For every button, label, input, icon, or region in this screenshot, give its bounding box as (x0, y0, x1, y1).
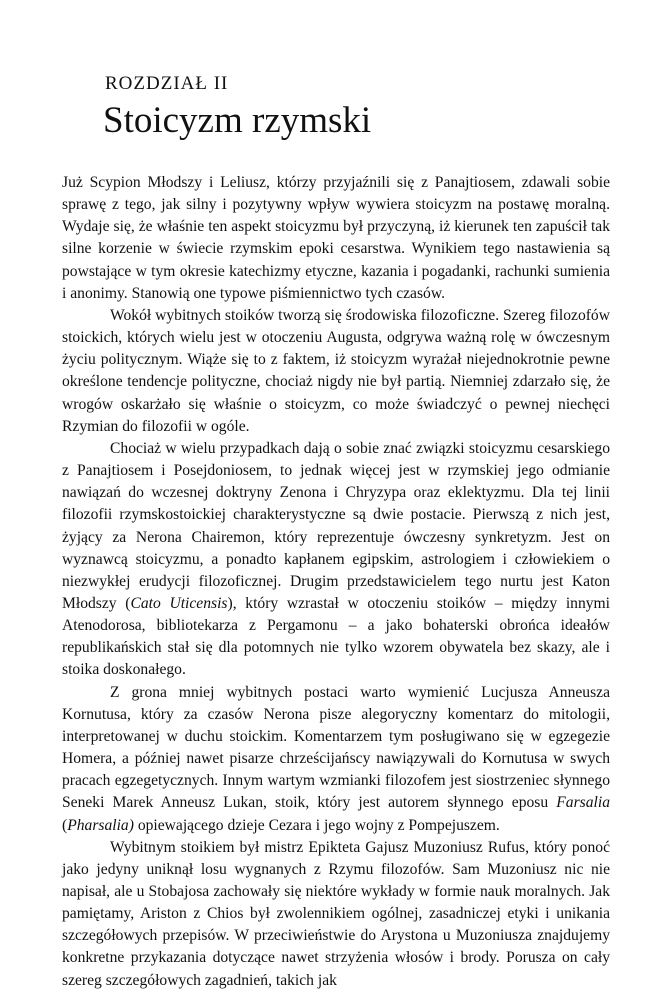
chapter-label: ROZDZIAŁ II (105, 73, 229, 94)
paragraph-4-text-b: ( (62, 816, 68, 834)
paragraph-4-italic-pharsalia: Pharsalia) (67, 816, 134, 834)
paragraph-4-text-c: opiewającego dzieje Cezara i jego wojny z Pompejuszem. (133, 816, 500, 834)
paragraph-4-italic-farsalia: Farsalia (556, 794, 610, 812)
paragraph-4 (62, 682, 610, 837)
paragraph-3-text-b: ), który wzrastał w otoczeniu stoików – między innymi Atenodorosa, bibliotekarza z Pergamonu – a jako bohaterski obrońca ideałów republikańskich stał się dla potomnych nie tylko wzorem obywatela bez skazy, ale i stoika doskonałego. (62, 594, 611, 679)
paragraph-2: Wokół wybitnych stoików tworzą się środowiska filozoficzne. Szereg filozofów stoickich, których wielu jest w otoczeniu Augusta, odgrywa ważną rolę w ówczesnym życiu politycznym. Wiąże się to z faktem, iż stoicyzm wyrażał niejednokrotnie pewne określone tendencje polityczne, chociaż nigdy nie był partią. Niemniej zdarzało się, że wrogów oskarżało się właśnie o stoicyzm, co może świadczyć o pewnej niechęci Rzymian do filozofii w ogóle. (62, 306, 610, 435)
body-text (62, 172, 610, 992)
paragraph-1: Już Scypion Młodszy i Leliusz, którzy przyjaźnili się z Panajtiosem, zdawali sobie sprawę z tego, jak silny i pozytywny wpływ wywiera stoicyzm na postawę moralną. Wydaje się, że właśnie ten aspekt stoicyzmu był przyczyną, iż kierunek ten zapuścił tak silne korzenie w świecie rzymskim epoki cesarstwa. Wynikiem tego nastawienia są powstające w tym okresie katechizmy etyczne, kazania i pogadanki, rachunki sumienia i anonimy. Stanowią one typowe piśmiennictwo tych czasów. (62, 174, 610, 302)
paragraph-3 (62, 438, 610, 682)
paragraph-4-text-a: Z grona mniej wybitnych postaci warto wymienić Lucjusza Anneusza Kornutusa, który za czasów Nerona pisze alegoryczny komentarz do mitologii, interpretowanej w duchu stoickim. Komentarzem tym posługiwano się w egzegezie Homera, a później nawet pisarze chrześcijańscy nawiązywali do Kornutusa w swych pracach egzegetycznych. Innym wartym wzmianki filozofem jest siostrzeniec słynnego Seneki Marek Anneusz Lukan, stoik, który jest autorem słynnego eposu (62, 683, 610, 812)
paragraph-3-italic-cato: Cato Uticensis (130, 594, 228, 612)
chapter-title: Stoicyzm rzymski (103, 100, 372, 141)
paragraph-3-text-a: Chociaż w wielu przypadkach dają o sobie znać związki stoicyzmu cesarskiego z Panajtiosem i Posejdoniosem, to jednak więcej jest w rzymskiej jego odmianie nawiązań do wczesnej doktryny Zenona i Chryzypa oraz eklektyzmu. Dla tej linii filozofii rzymskostoickiej charakterystyczne są dwie postacie. Pierwszą z nich jest, żyjący za Nerona Chairemon, który reprezentuje ówczesny synkretyzm. Jest on wyznawcą stoicyzmu, a ponadto kapłanem egipskim, astrologiem i człowiekiem o niezwykłej erudycji filozoficznej. Drugim przedstawicielem tego nurtu jest Katon Młodszy ( (62, 439, 610, 612)
paragraph-5: Wybitnym stoikiem był mistrz Epikteta Gajusz Muzoniusz Rufus, który ponoć jako jedyny uniknął losu wygnanych z Rzymu filozofów. Sam Muzoniusz nic nie napisał, ale u Stobajosa zachowały się niektóre wykłady w formie nauk moralnych. Jak pamiętamy, Ariston z Chios był zwolennikiem ogólnej, zasadniczej etyki i unikania szczegółowych przepisów. W przeciwieństwie do Arystona u Muzoniusza znajdujemy konkretne przykazania dotyczące nawet strzyżenia włosów i brody. Porusza on cały szereg szczegółowych zagadnień, takich jak (62, 838, 610, 989)
